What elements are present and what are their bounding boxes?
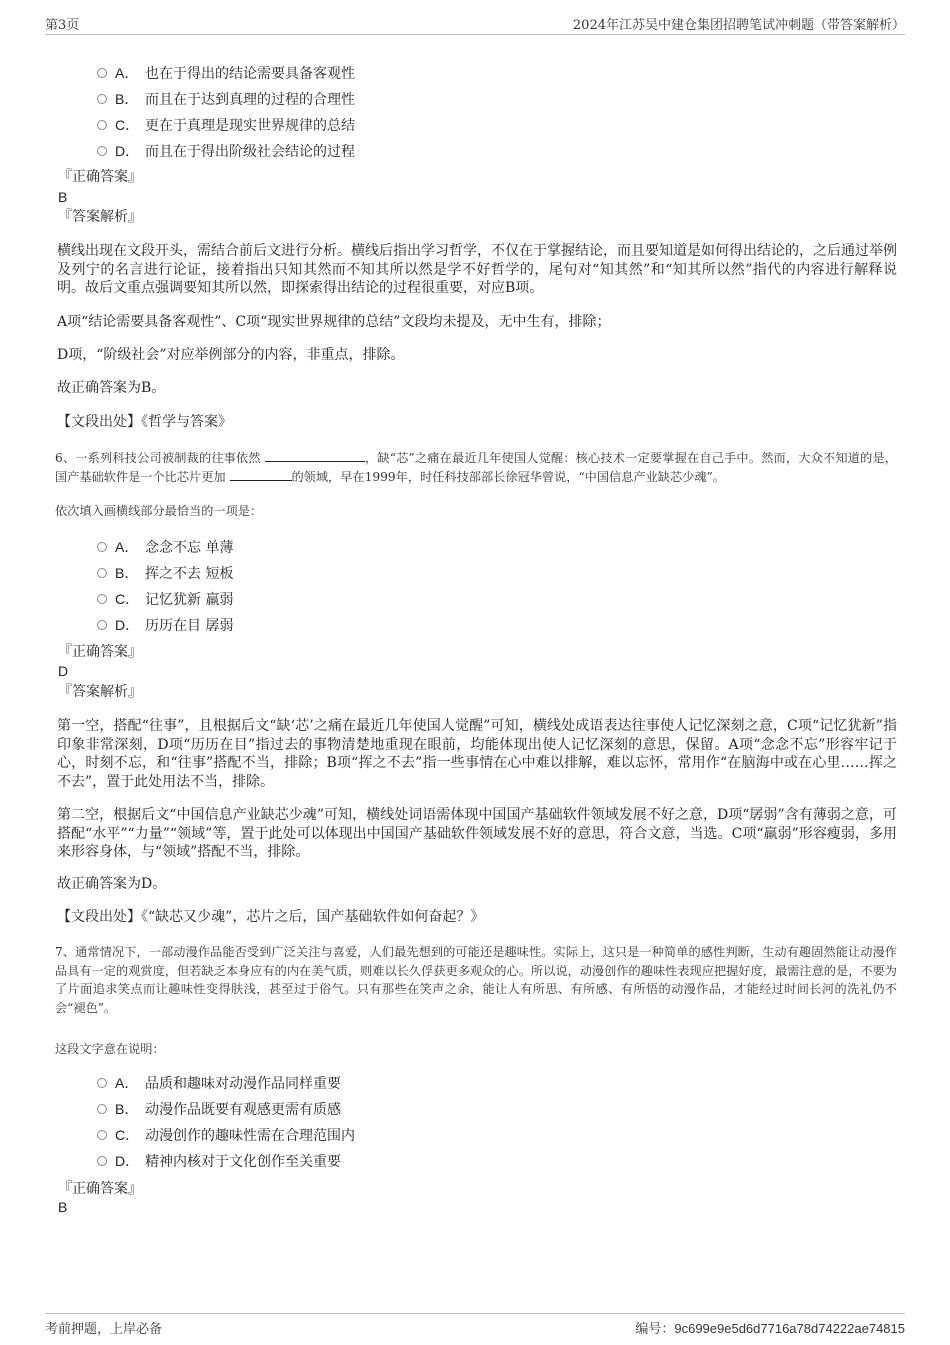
q6-analysis-p2: 第二空，根据后文“中国信息产业缺芯少魂”可知，横线处词语需体现中国国产基础软件领域发展不好之意，D项“孱弱”含有薄弱之意，可搭配“水平”“力量”“领域”等，置于此处可以体现出中国国产基础软件领域发展不好的意思，符合文意，当选。C项“羸弱”形容瘦弱，多用来形容身体，与“领域”搭配不当，排除。	[57, 807, 897, 860]
q6-blank-1	[265, 449, 365, 462]
footer-slogan: 考前押题，上岸必备	[45, 1322, 163, 1337]
q5-analysis-p4: 故正确答案为B。	[57, 380, 166, 396]
page-number: 第3页	[45, 18, 80, 33]
radio-icon[interactable]	[97, 1130, 107, 1140]
radio-icon[interactable]	[97, 1104, 107, 1114]
q5-option-b[interactable]: B． 而且在于达到真理的过程的合理性	[97, 90, 355, 109]
q6-answer-label: 『正确答案』	[58, 644, 142, 660]
q7-answer: B	[58, 1199, 68, 1215]
radio-icon[interactable]	[97, 594, 107, 604]
radio-icon[interactable]	[97, 1156, 107, 1166]
q7-stem: 7、通常情况下，一部动漫作品能否受到广泛关注与喜爱，人们最先想到的可能还是趣味性。实际上，这只是一种简单的感性判断，生动有趣固然能让动漫作品具有一定的观赏度，但若缺乏本身应有的内在美气质，则难以长久俘获更多观众的心。所以说，动漫创作的趣味性表现应把握好度，最需注意的是，不要为了片面追求笑点而让趣味性变得肤浅，甚至过于俗气。只有那些在笑声之余，能让人有所思、有所感、有所悟的动漫作品，才能经过时间长河的洗礼仍不会“褪色”。	[55, 945, 897, 1015]
document-title: 2024年江苏吴中建仓集团招聘笔试冲刺题（带答案解析）	[572, 18, 905, 33]
radio-icon[interactable]	[97, 68, 107, 78]
q7-option-c[interactable]: C． 动漫创作的趣味性需在合理范围内	[97, 1126, 355, 1145]
q5-answer-label: 『正确答案』	[58, 169, 142, 185]
q5-option-c[interactable]: C． 更在于真理是现实世界规律的总结	[97, 116, 355, 135]
q7-answer-label: 『正确答案』	[58, 1181, 142, 1197]
q7-option-d[interactable]: D． 精神内核对于文化创作至关重要	[97, 1152, 341, 1171]
radio-icon[interactable]	[97, 94, 107, 104]
q6-analysis-p3: 故正确答案为D。	[57, 876, 167, 892]
q7-option-a[interactable]: A． 品质和趣味对动漫作品同样重要	[97, 1074, 341, 1093]
q5-answer: B	[58, 189, 68, 205]
radio-icon[interactable]	[97, 120, 107, 130]
radio-icon[interactable]	[97, 1078, 107, 1088]
document-code: 编号：9c699e9e5d6d7716a78d74222ae74815	[635, 1321, 905, 1337]
q6-option-b[interactable]: B． 挥之不去 短板	[97, 564, 233, 583]
radio-icon[interactable]	[97, 146, 107, 156]
q6-source: 【文段出处】《“缺芯又少魂”，芯片之后，国产基础软件如何奋起？》	[57, 909, 485, 925]
q6-option-c[interactable]: C． 记忆犹新 羸弱	[97, 590, 233, 609]
q5-analysis-label: 『答案解析』	[58, 209, 142, 225]
radio-icon[interactable]	[97, 620, 107, 630]
q5-analysis-p3: D项，“阶级社会”对应举例部分的内容，非重点，排除。	[57, 347, 405, 363]
q6-blank-2	[230, 468, 292, 481]
q5-analysis-p1: 横线出现在文段开头，需结合前后文进行分析。横线后指出学习哲学，不仅在于掌握结论，而且要知道是如何得出结论的，之后通过举例及列宁的名言进行论证，接着指出只知其然而不知其所以然是学不好哲学的，尾句对“知其然”和“知其所以然”指代的内容进行解释说明。故后文重点强调要知其所以然，即探索得出结论的过程很重要，对应B项。	[57, 243, 897, 296]
q5-source: 【文段出处】《哲学与答案》	[57, 414, 232, 430]
page-header	[45, 12, 905, 35]
radio-icon[interactable]	[97, 542, 107, 552]
q7-prompt: 这段文字意在说明：	[55, 1042, 165, 1056]
page-footer	[45, 1313, 905, 1336]
q6-option-d[interactable]: D． 历历在目 孱弱	[97, 616, 233, 635]
q6-option-a[interactable]: A． 念念不忘 单薄	[97, 538, 233, 557]
radio-icon[interactable]	[97, 568, 107, 578]
q6-stem: 6、一系列科技公司被制裁的往事依然 ，缺“芯”之痛在最近几年使国人觉醒：核心技术一定要掌握在自己手中。然而，大众不知道的是，国产基础软件是一个比芯片更加 的领域，早在1999年，时任科技部部长徐冠华曾说，“中国信息产业缺芯少魂”。	[55, 451, 897, 484]
q6-analysis-p1: 第一空，搭配“往事”，且根据后文“缺‘芯’之痛在最近几年使国人觉醒”可知，横线处成语表达往事使人记忆深刻之意，C项“记忆犹新”指印象非常深刻，D项“历历在目”指过去的事物清楚地重现在眼前，均能体现出使人记忆深刻的意思，保留。A项“念念不忘”形容牢记于心，时刻不忘，和“往事”搭配不当，排除；B项“挥之不去”指一些事情在心中难以排解，难以忘怀，常用作“在脑海中或在心里……挥之不去”，置于此处用法不当，排除。	[57, 718, 897, 790]
q5-option-d[interactable]: D． 而且在于得出阶级社会结论的过程	[97, 142, 355, 161]
q6-analysis-label: 『答案解析』	[58, 684, 142, 700]
q5-analysis-p2: A项“结论需要具备客观性”、C项“现实世界规律的总结”文段均未提及，无中生有，排除；	[57, 314, 611, 330]
q7-option-b[interactable]: B． 动漫作品既要有观感更需有质感	[97, 1100, 341, 1119]
q5-option-a[interactable]: A． 也在于得出的结论需要具备客观性	[97, 64, 355, 83]
q6-answer: D	[58, 663, 69, 679]
q6-prompt: 依次填入画横线部分最恰当的一项是：	[55, 504, 263, 518]
